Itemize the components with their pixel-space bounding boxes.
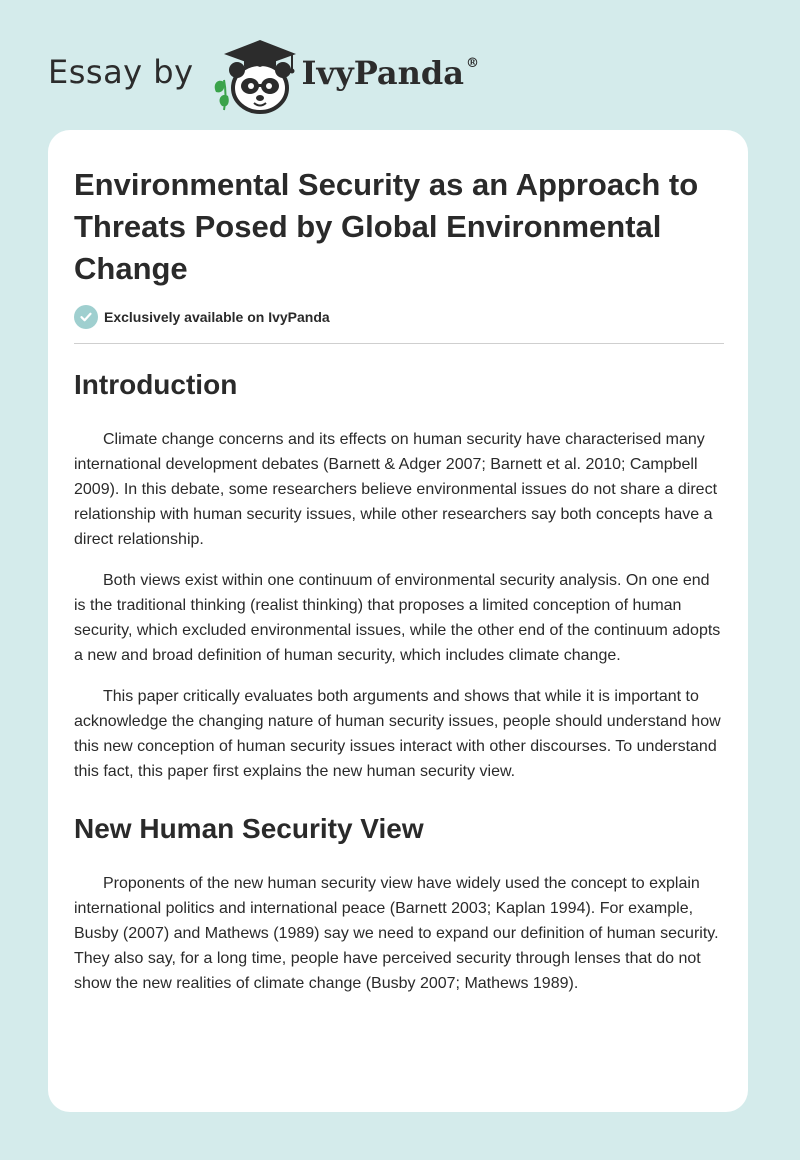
- divider: [74, 343, 724, 344]
- brand-header[interactable]: [48, 34, 479, 118]
- brand-prefix: Essay by: [48, 53, 194, 91]
- exclusive-label: Exclusively available on IvyPanda: [104, 309, 330, 325]
- essay-content: [74, 164, 724, 996]
- registered-mark: ®: [466, 56, 479, 71]
- paragraph: Both views exist within one continuum of environmental security analysis. On one end is the traditional thinking (realist thinking) that proposes a limited conception of human security, which excluded environmental issues, while the other end of the continuum adopts a new and broad definition of human security, which includes climate change.: [74, 572, 721, 664]
- section-heading-introduction: Introduction: [74, 369, 238, 400]
- brand-name-text: IvyPanda: [301, 54, 464, 92]
- page-title: Environmental Security as an Approach to Threats Posed by Global Environmental Change: [74, 167, 699, 286]
- check-circle-icon: [74, 305, 98, 329]
- paragraph: This paper critically evaluates both arguments and shows that while it is important to acknowledge the changing nature of human security issues, people should understand how this new conception of human security issues interact with other discourses. To understand this fact, this paper first explains the new human security view.: [74, 688, 721, 780]
- paragraph: Climate change concerns and its effects on human security have characterised many international development debates (Barnett & Adger 2007; Barnett et al. 2010; Campbell 2009). In this debate, some researchers believe environmental issues do not share a direct relationship with human security issues, while other researchers say both concepts have a direct relationship.: [74, 431, 718, 548]
- section-heading-new-human-security-view: New Human Security View: [74, 813, 424, 844]
- essay-card: [48, 130, 748, 1112]
- paragraph: Proponents of the new human security view have widely used the concept to explain international politics and international peace (Barnett 2003; Kaplan 1994). For example, Busby (2007) and Mathews (1989) say we need to expand our definition of human security. They also say, for a long time, people have perceived security through lenses that do not show the new realities of climate change (Busby 2007; Mathews 1989).: [74, 875, 719, 992]
- panda-logo-icon: [208, 34, 308, 118]
- brand-name: [302, 54, 479, 92]
- exclusive-badge: [74, 304, 724, 330]
